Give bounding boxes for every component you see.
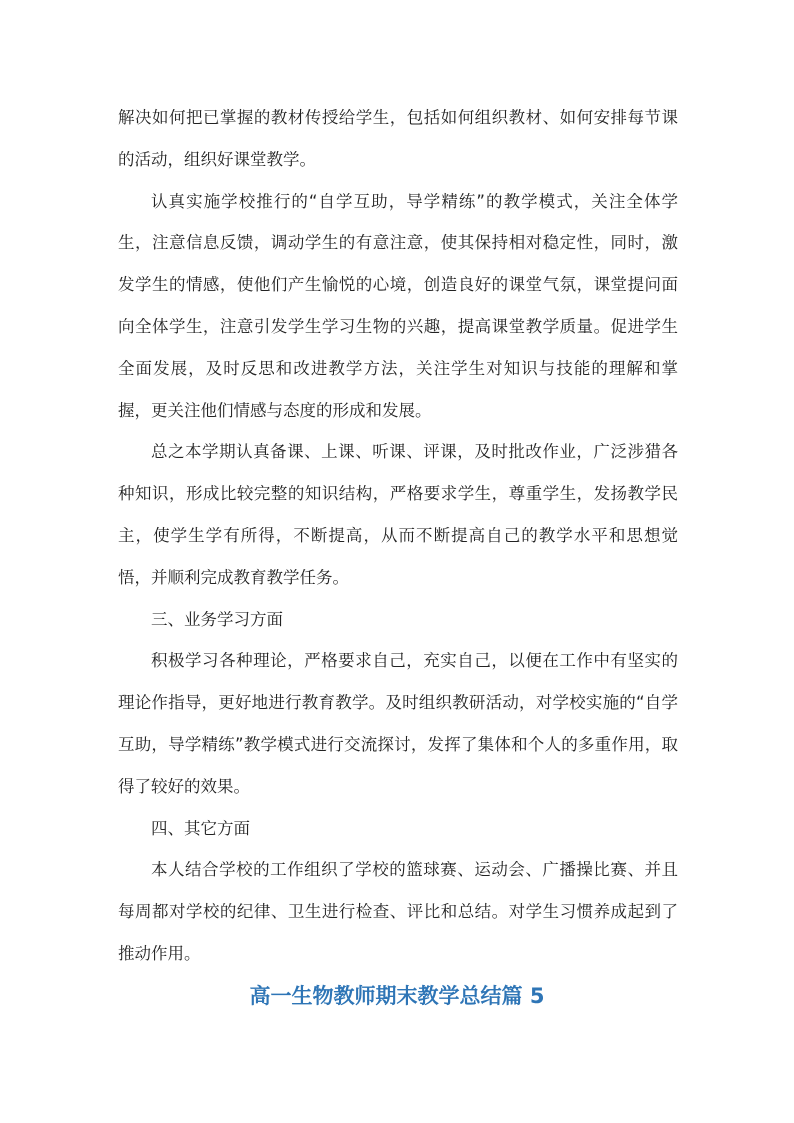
paragraph-other-aspects: 本人结合学校的工作组织了学校的篮球赛、运动会、广播操比赛、并且每周都对学校的纪律、卫生进行检查、评比和总结。对学生习惯养成起到了推动作用。 bbox=[118, 860, 678, 963]
next-article-title: 高一生物教师期末教学总结篇 5 bbox=[249, 984, 545, 1008]
section-heading-professional-study: 三、业务学习方面 bbox=[151, 609, 283, 629]
paragraph-teaching-preparation: 解决如何把已掌握的教材传授给学生，包括如何组织教材、如何安排每节课的活动，组织好课堂教学。 bbox=[118, 108, 678, 169]
section-heading-other-aspects: 四、其它方面 bbox=[151, 818, 250, 838]
document-body bbox=[118, 97, 678, 975]
paragraph-professional-study: 积极学习各种理论，严格要求自己，充实自己，以便在工作中有坚实的理论作指导，更好地进行教育教学。及时组织教研活动，对学校实施的“自学互助，导学精练”教学模式进行交流探讨，发挥了集体和个人的多重作用，取得了较好的效果。 bbox=[118, 651, 678, 796]
paragraph-summary: 总之本学期认真备课、上课、听课、评课，及时批改作业，广泛涉猎各种知识，形成比较完整的知识结构，严格要求学生，尊重学生，发扬教学民主，使学生学有所得，不断提高，从而不断提高自己的教学水平和思想觉悟，并顺利完成教育教学任务。 bbox=[118, 442, 678, 587]
paragraph-teaching-model: 认真实施学校推行的“自学互助，导学精练”的教学模式，关注全体学生，注意信息反馈，调动学生的有意注意，使其保持相对稳定性，同时，激发学生的情感，使他们产生愉悦的心境，创造良好的课堂气氛，课堂提问面向全体学生，注意引发学生学习生物的兴趣，提高课堂教学质量。促进学生全面发展，及时反思和改进教学方法，关注学生对知识与技能的理解和掌握，更关注他们情感与态度的形成和发展。 bbox=[118, 191, 678, 420]
